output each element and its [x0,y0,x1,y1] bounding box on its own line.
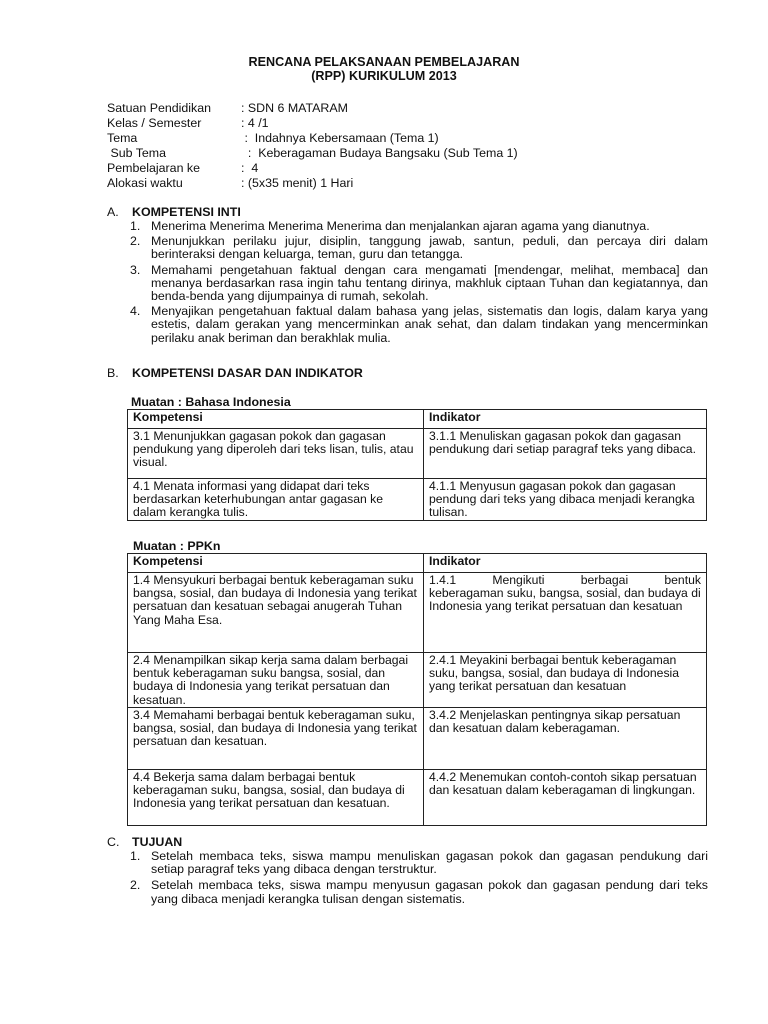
table-bahasa-indonesia [127,409,707,521]
kompetensi-cell: 4.4 Bekerja sama dalam berbagai bentuk keberagaman suku, bangsa, sosial, dan budaya di Indonesia yang terikat persatuan dan kesatuan. [128,769,424,825]
indikator-cell: 4.1.1 Menyusun gagasan pokok dan gagasan pendung dari teks yang dibaca menjadi kerangka tulisan. [424,479,707,521]
identity-value: : Keberagaman Budaya Bangsaku (Sub Tema 1) [241,146,518,160]
item-text: Menerima Menerima Menerima Menerima dan menjalankan ajaran agama yang dianutnya. [151,219,650,233]
item-number: 3. [130,262,141,277]
identity-row [107,146,518,161]
muatan-ppkn-label: Muatan : PPKn [133,539,221,553]
indikator-word: 1.4.1 [429,573,457,587]
identity-block [107,101,518,191]
table-row [128,573,707,653]
section-letter: C. [107,835,120,849]
identity-label: Tema [107,131,138,145]
column-header-indikator: Indikator [424,554,707,573]
document-title-line2: (RPP) KURIKULUM 2013 [311,69,457,83]
table-row [128,769,707,825]
item-number: 4. [130,304,141,319]
item-number: 2. [130,234,141,249]
identity-row [107,131,518,146]
list-item [130,220,708,233]
identity-value: : 4 /1 [241,116,269,130]
document-title-line1: RENCANA PELAKSANAAN PEMBELAJARAN [248,55,520,69]
identity-value: : (5x35 menit) 1 Hari [241,176,354,190]
list-item [130,264,708,304]
section-a-heading [107,206,241,219]
item-text: Memahami pengetahuan faktual dengan cara mengamati [mendengar, melihat, membaca] dan menanya berdasarkan rasa ingin tahu tentang dirinya, makhluk ciptaan Tuhan dan kegiatannya, dan benda-benda yang dijumpainya di rumah, sekolah. [151,262,708,304]
table-row [128,479,707,521]
kompetensi-cell: 3.1 Menunjukkan gagasan pokok dan gagasan pendukung yang diperoleh dari teks lisan, tulis, atau visual. [128,429,424,479]
identity-row [107,161,518,176]
column-header-indikator: Indikator [424,410,707,429]
section-title: KOMPETENSI DASAR DAN INDIKATOR [132,366,363,380]
section-c-heading [107,836,182,849]
section-b-heading [107,367,363,380]
kompetensi-inti-list [130,220,708,345]
identity-value: : 4 [241,161,259,175]
identity-row [107,116,518,131]
kompetensi-cell: 2.4 Menampilkan sikap kerja sama dalam berbagai bentuk keberagaman suku bangsa, sosial, dan budaya di Indonesia yang terikat persatuan dan kesatuan. [128,653,424,708]
indikator-word: bentuk [664,573,701,587]
identity-row [107,176,518,191]
indikator-word: Mengikuti [492,573,545,587]
indikator-cell: 4.4.2 Menemukan contoh-contoh sikap persatuan dan kesatuan dalam keberagaman di lingkungan. [424,769,707,825]
section-letter: A. [107,205,119,219]
kompetensi-cell: 3.4 Memahami berbagai bentuk keberagaman suku, bangsa, sosial, dan budaya di Indonesia yang terikat persatuan dan kesatuan. [128,707,424,769]
column-header-kompetensi: Kompetensi [128,410,424,429]
identity-label: Kelas / Semester [107,116,202,130]
list-item [130,305,708,345]
table-row [128,707,707,769]
identity-label: Sub Tema [107,146,167,160]
list-item [130,879,708,905]
table-row [128,429,707,479]
indikator-cell [424,573,707,653]
item-text: Setelah membaca teks, siswa mampu menyusun gagasan pokok dan gagasan pendung dari teks yang dibaca menjadi kerangka tulisan dengan sistematis. [151,878,708,906]
kompetensi-cell: 4.1 Menata informasi yang didapat dari teks berdasarkan keterhubungan antar gagasan ke dalam kerangka tulis. [128,479,424,521]
item-number: 2. [130,878,141,893]
item-number: 1. [130,219,141,233]
identity-label: Pembelajaran ke [107,161,200,175]
indikator-word: berbagai [580,573,629,587]
identity-label: Satuan Pendidikan [107,101,212,115]
tujuan-list [130,850,708,906]
item-text: Menunjukkan perilaku jujur, disiplin, tanggung jawab, santun, peduli, dan percaya diri dalam berinteraksi dengan keluarga, teman, guru dan tetangga. [151,234,708,262]
indikator-rest: keberagaman suku, bangsa, sosial, dan budaya di Indonesia yang terikat persatuan dan kesatuan [429,586,701,614]
identity-label: Alokasi waktu [107,176,183,190]
section-title: KOMPETENSI INTI [132,205,241,219]
column-header-kompetensi: Kompetensi [128,554,424,573]
section-title: TUJUAN [132,835,183,849]
item-text: Setelah membaca teks, siswa mampu menuliskan gagasan pokok dan gagasan pendukung dari setiap paragraf teks yang dibaca dengan terstruktur. [151,849,708,877]
identity-row [107,101,518,116]
list-item [130,850,708,876]
item-text: Menyajikan pengetahuan faktual dalam bahasa yang jelas, sistematis dan logis, dalam karya yang estetis, dalam gerakan yang mencerminkan anak sehat, dan dalam tindakan yang mencerminkan perilaku anak beriman dan berakhlak mulia. [151,304,708,345]
muatan-bahasa-label: Muatan : Bahasa Indonesia [131,395,291,409]
indikator-cell: 3.4.2 Menjelaskan pentingnya sikap persatuan dan kesatuan dalam keberagaman. [424,707,707,769]
table-header-row [128,410,707,429]
item-number: 1. [130,849,141,863]
indikator-cell: 2.4.1 Meyakini berbagai bentuk keberagaman suku, bangsa, sosial, dan budaya di Indonesia yang terikat persatuan dan kesatuan [424,653,707,708]
list-item [130,235,708,261]
identity-value: : Indahnya Kebersamaan (Tema 1) [241,131,439,145]
table-row [128,653,707,708]
identity-value: : SDN 6 MATARAM [241,101,348,115]
indikator-cell: 3.1.1 Menuliskan gagasan pokok dan gagasan pendukung dari setiap paragraf teks yang dibaca. [424,429,707,479]
table-ppkn [127,553,707,826]
kompetensi-cell: 1.4 Mensyukuri berbagai bentuk keberagaman suku bangsa, sosial, dan budaya di Indonesia yang terikat persatuan dan kesatuan sebagai anugerah Tuhan Yang Maha Esa. [128,573,424,653]
section-letter: B. [107,366,119,380]
table-header-row [128,554,707,573]
